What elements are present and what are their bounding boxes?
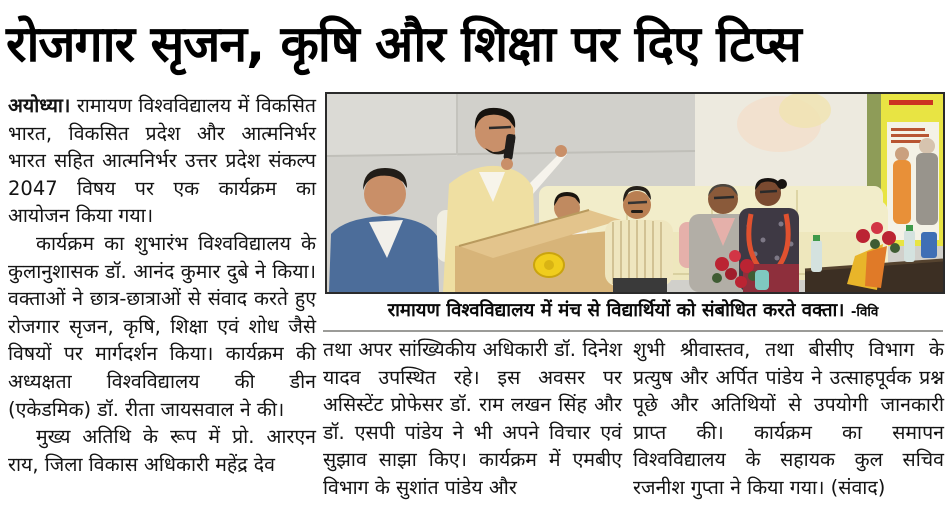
paragraph-text: रामायण विश्वविद्यालय में विकसित भारत, विकसित प्रदेश और आत्मनिर्भर भारत सहित आत्मनिर्भर उत्तर प्रदेश संकल्प 2047 विषय पर एक कार्यक्रम का आयोजन किया गया।	[8, 94, 316, 228]
blue-folder	[921, 232, 937, 258]
glasses	[760, 191, 777, 192]
photo-credit: -विवि	[850, 304, 879, 320]
article-column-left	[8, 92, 316, 506]
paragraph	[8, 92, 316, 230]
paragraph: शुभी श्रीवास्तव, तथा बीसीए विभाग के प्रत्युष और अर्पित पांडेय ने उत्साहपूर्वक प्रश्न पूछे और अतिथियों से उपयोगी जानकारी प्राप्त की। कार्यक्रम का समापन विश्वविद्यालय के सहायक कुल सचिव रजनीश गुप्ता ने किया गया। (संवाद)	[633, 338, 944, 499]
paragraph: कार्यक्रम का शुभारंभ विश्वविद्यालय के कुलानुशासक डॉ. आनंद कुमार दुबे ने किया। वक्ताओं ने छात्र-छात्राओं से संवाद करते हुए रोजगार सृजन, कृषि, शिक्षा एवं शोध जैसे विषयों पर मार्गदर्शन किया। कार्यक्रम की अध्यक्षता विश्वविद्यालय की डीन (एकेडमिक) डॉ. रीता जायसवाल ने की।	[8, 231, 316, 421]
photo-caption	[323, 297, 943, 322]
dateline: अयोध्या।	[8, 94, 71, 117]
water-bottle	[811, 235, 822, 272]
photo-illustration	[327, 94, 943, 292]
caption-divider	[323, 330, 943, 332]
wall-panel	[327, 94, 457, 156]
trousers	[613, 278, 667, 292]
news-photo	[325, 92, 945, 294]
standee-banner	[881, 94, 943, 246]
paragraph: मुख्य अतिथि के रूप में प्रो. आरएन राय, जिला विकास अधिकारी महेंद्र देव	[8, 425, 316, 476]
moustache	[631, 210, 643, 213]
article-headline: रोजगार सृजन, कृषि और शिक्षा पर दिए टिप्स	[6, 15, 801, 73]
glasses	[628, 202, 647, 203]
article-column-middle	[323, 336, 622, 506]
speaker-glasses	[489, 127, 511, 128]
article-column-right	[633, 336, 944, 506]
hair-bun	[777, 179, 787, 189]
caption-text: रामायण विश्वविद्यालय में मंच से विद्यार्थियों को संबोधित करते वक्ता।	[387, 300, 845, 321]
paragraph: तथा अपर सांख्यिकीय अधिकारी डॉ. दिनेश यादव उपस्थित रहे। इस अवसर पर असिस्टेंट प्रोफेसर डॉ. राम लखन सिंह और डॉ. एसपी पांडेय ने भी अपने विचार एवं सुझाव साझा किए। कार्यक्रम में एमबीए विभाग के सुशांत पांडेय और	[323, 338, 622, 499]
glasses	[714, 197, 734, 198]
teal-wrap	[755, 270, 769, 290]
